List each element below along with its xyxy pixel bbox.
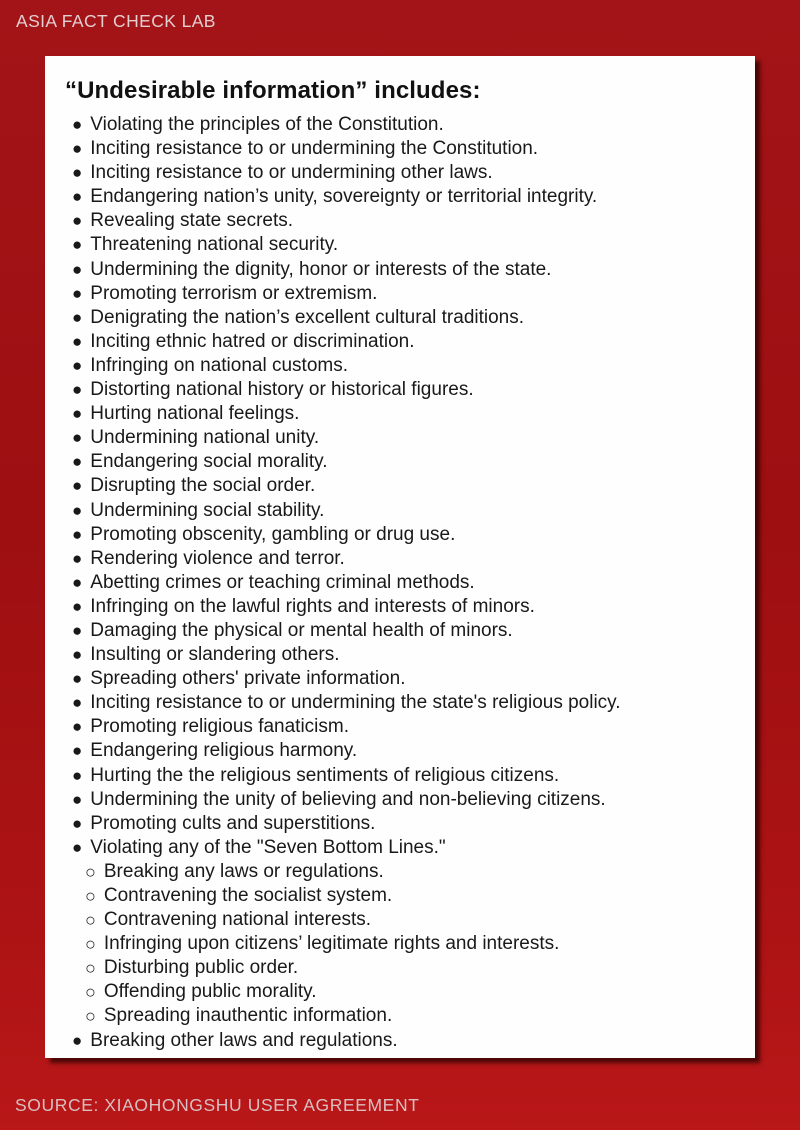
- filled-bullet-icon: ●: [72, 765, 83, 785]
- filled-bullet-icon: ●: [72, 211, 83, 231]
- list-item-text: Undermining the unity of believing and non-believing citizens.: [90, 788, 606, 810]
- filled-bullet-icon: ●: [72, 139, 83, 159]
- filled-bullet-icon: ●: [72, 380, 83, 400]
- list-item: [65, 378, 735, 402]
- list-item-text: Spreading inauthentic information.: [103, 1005, 393, 1027]
- undesirable-information-list: [65, 113, 735, 1053]
- list-row: [65, 499, 735, 523]
- list-row: [85, 1004, 735, 1028]
- list-item: [65, 161, 735, 185]
- filled-bullet-icon: ●: [72, 645, 83, 665]
- list-item-text: Inciting ethnic hatred or discrimination.: [90, 330, 415, 352]
- list-item-text: Abetting crimes or teaching criminal methods.: [90, 571, 475, 593]
- sub-list-item: [85, 1004, 735, 1028]
- list-item-text: Damaging the physical or mental health of minors.: [90, 619, 513, 641]
- list-item-text: Infringing on the lawful rights and interests of minors.: [90, 595, 535, 617]
- list-row: [85, 884, 735, 908]
- list-item-text: Denigrating the nation’s excellent cultural traditions.: [90, 306, 525, 328]
- list-item-text: Rendering violence and terror.: [90, 547, 345, 569]
- filled-bullet-icon: ●: [72, 235, 83, 255]
- list-row: [65, 643, 735, 667]
- list-row: [65, 1029, 735, 1053]
- list-row: [65, 595, 735, 619]
- list-row: [65, 836, 735, 860]
- list-row: [65, 161, 735, 185]
- list-item: [65, 739, 735, 763]
- list-item: [65, 402, 735, 426]
- sub-list-item: [85, 932, 735, 956]
- list-row: [85, 860, 735, 884]
- list-item-text: Violating any of the "Seven Bottom Lines.": [90, 836, 446, 858]
- list-row: [65, 137, 735, 161]
- list-item-text: Spreading others' private information.: [90, 668, 406, 690]
- filled-bullet-icon: ●: [72, 620, 83, 640]
- list-item-text: Contravening the socialist system.: [103, 885, 393, 906]
- filled-bullet-icon: ●: [72, 404, 83, 424]
- filled-bullet-icon: ●: [72, 355, 83, 375]
- list-item-text: Violating the principles of the Constitution.: [90, 114, 444, 135]
- list-item: [65, 667, 735, 691]
- list-item: [65, 137, 735, 161]
- list-row: [65, 282, 735, 306]
- open-bullet-icon: ○: [85, 934, 96, 955]
- list-item: [65, 764, 735, 788]
- list-item: [65, 354, 735, 378]
- list-item-text: Distorting national history or historical figures.: [90, 379, 474, 401]
- source-footer: SOURCE: XIAOHONGSHU USER AGREEMENT: [15, 1095, 420, 1115]
- list-row: [65, 378, 735, 402]
- filled-bullet-icon: ●: [72, 331, 83, 351]
- list-item: [65, 523, 735, 547]
- list-item-text: Endangering nation’s unity, sovereignty or territorial integrity.: [90, 186, 598, 208]
- card-title: “Undesirable information” includes:: [65, 77, 481, 104]
- list-item: [65, 185, 735, 209]
- list-row: [65, 523, 735, 547]
- open-bullet-icon: ○: [85, 982, 96, 1003]
- sub-list-item: [85, 860, 735, 884]
- filled-bullet-icon: ●: [72, 500, 83, 520]
- list-item: [65, 643, 735, 667]
- filled-bullet-icon: ●: [72, 572, 83, 592]
- sub-list: [85, 860, 735, 1029]
- filled-bullet-icon: ●: [72, 548, 83, 568]
- open-bullet-icon: ○: [85, 861, 96, 882]
- sub-list-item: [85, 884, 735, 908]
- list-item-text: Infringing upon citizens’ legitimate rights and interests.: [103, 933, 560, 955]
- list-row: [85, 980, 735, 1004]
- list-item-text: Promoting obscenity, gambling or drug use.: [90, 523, 456, 545]
- list-item: [65, 715, 735, 739]
- list-item: [65, 258, 735, 282]
- list-row: [65, 788, 735, 812]
- sub-list-item: [85, 980, 735, 1004]
- list-item: [65, 547, 735, 571]
- filled-bullet-icon: ●: [72, 307, 83, 327]
- filled-bullet-icon: ●: [72, 1030, 83, 1050]
- list-row: [85, 956, 735, 980]
- list-item: [65, 474, 735, 498]
- list-item: [65, 788, 735, 812]
- list-row: [65, 426, 735, 450]
- list-item: [65, 836, 735, 1029]
- list-row: [65, 233, 735, 257]
- list-item: [65, 282, 735, 306]
- list-item-text: Infringing on national customs.: [90, 354, 348, 376]
- list-item: [65, 209, 735, 233]
- filled-bullet-icon: ●: [72, 428, 83, 448]
- list-row: [65, 715, 735, 739]
- sub-list-item: [85, 956, 735, 980]
- filled-bullet-icon: ●: [72, 813, 83, 833]
- list-item: [65, 571, 735, 595]
- list-item: [65, 450, 735, 474]
- list-row: [65, 619, 735, 643]
- list-item-text: Inciting resistance to or undermining other laws.: [90, 162, 493, 184]
- list-item-text: Promoting religious fanaticism.: [90, 716, 349, 738]
- list-row: [65, 474, 735, 498]
- list-item-text: Undermining social stability.: [90, 499, 325, 521]
- list-item-text: Insulting or slandering others.: [90, 644, 340, 666]
- list-item-text: Undermining national unity.: [90, 427, 320, 449]
- list-item-text: Hurting the the religious sentiments of religious citizens.: [90, 764, 560, 786]
- list-item-text: Promoting terrorism or extremism.: [90, 282, 378, 304]
- open-bullet-icon: ○: [85, 886, 96, 906]
- list-item-text: Threatening national security.: [90, 234, 339, 256]
- list-item-text: Inciting resistance to or undermining the state's religious policy.: [90, 692, 621, 714]
- list-row: [65, 113, 735, 137]
- list-row: [85, 932, 735, 956]
- filled-bullet-icon: ●: [72, 187, 83, 207]
- list-item: [65, 691, 735, 715]
- list-item: [65, 812, 735, 836]
- filled-bullet-icon: ●: [72, 669, 83, 689]
- open-bullet-icon: ○: [85, 910, 96, 931]
- list-item-text: Disturbing public order.: [103, 957, 299, 979]
- list-row: [65, 402, 735, 426]
- list-item-text: Endangering social morality.: [90, 451, 328, 473]
- list-row: [65, 258, 735, 282]
- list-item-text: Promoting cults and superstitions.: [90, 812, 376, 834]
- filled-bullet-icon: ●: [72, 476, 83, 496]
- list-item-text: Contravening national interests.: [103, 909, 372, 931]
- list-row: [65, 667, 735, 691]
- content-card: [45, 56, 755, 1058]
- filled-bullet-icon: ●: [72, 789, 83, 809]
- list-item-text: Revealing state secrets.: [90, 210, 294, 232]
- list-item-text: Endangering religious harmony.: [90, 740, 358, 762]
- list-row: [65, 330, 735, 354]
- sub-list-item: [85, 908, 735, 932]
- filled-bullet-icon: ●: [72, 596, 83, 616]
- list-item-text: Breaking other laws and regulations.: [90, 1029, 398, 1051]
- filled-bullet-icon: ●: [72, 283, 83, 303]
- list-item: [65, 1029, 735, 1053]
- list-item: [65, 306, 735, 330]
- list-item: [65, 595, 735, 619]
- list-item: [65, 499, 735, 523]
- filled-bullet-icon: ●: [72, 717, 83, 737]
- list-row: [65, 450, 735, 474]
- filled-bullet-icon: ●: [72, 693, 83, 713]
- list-item: [65, 426, 735, 450]
- filled-bullet-icon: ●: [72, 452, 83, 472]
- list-item-text: Breaking any laws or regulations.: [103, 860, 384, 882]
- list-item: [65, 233, 735, 257]
- list-item: [65, 330, 735, 354]
- list-row: [65, 812, 735, 836]
- filled-bullet-icon: ●: [72, 259, 83, 279]
- list-row: [65, 306, 735, 330]
- list-row: [65, 354, 735, 378]
- brand-header: ASIA FACT CHECK LAB: [16, 11, 216, 31]
- filled-bullet-icon: ●: [72, 163, 83, 183]
- filled-bullet-icon: ●: [72, 115, 83, 134]
- list-item-text: Inciting resistance to or undermining the Constitution.: [90, 138, 539, 160]
- open-bullet-icon: ○: [85, 958, 96, 979]
- list-row: [85, 908, 735, 932]
- list-row: [65, 691, 735, 715]
- list-item-text: Disrupting the social order.: [90, 475, 316, 497]
- list-row: [65, 209, 735, 233]
- list-row: [65, 764, 735, 788]
- list-item: [65, 619, 735, 643]
- list-row: [65, 185, 735, 209]
- filled-bullet-icon: ●: [72, 524, 83, 544]
- list-row: [65, 739, 735, 763]
- filled-bullet-icon: ●: [72, 837, 83, 857]
- open-bullet-icon: ○: [85, 1006, 96, 1027]
- list-item-text: Undermining the dignity, honor or interests of the state.: [90, 258, 552, 280]
- list-item: [65, 113, 735, 137]
- list-row: [65, 547, 735, 571]
- list-row: [65, 571, 735, 595]
- filled-bullet-icon: ●: [72, 741, 83, 761]
- list-item-text: Hurting national feelings.: [90, 403, 300, 425]
- list-item-text: Offending public morality.: [103, 981, 317, 1003]
